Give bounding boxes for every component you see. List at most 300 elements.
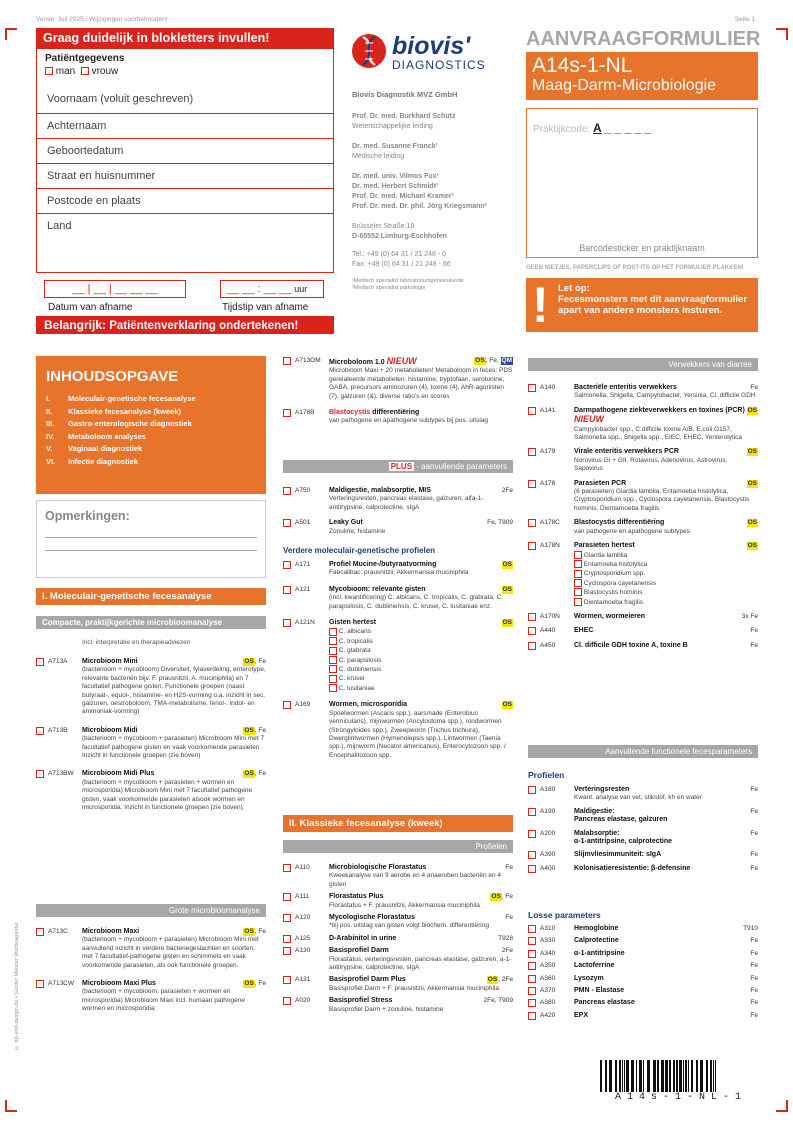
sub-checkbox[interactable] bbox=[329, 675, 337, 683]
test-title: Microbiologische Florastatus bbox=[329, 864, 427, 871]
side-note: © dp-und-design.de • Günter Meister Werbeagentur bbox=[14, 922, 20, 1050]
test-code: A713C bbox=[48, 928, 68, 935]
test-checkbox[interactable] bbox=[528, 975, 536, 983]
test-checkbox[interactable] bbox=[283, 487, 291, 495]
test-checkbox[interactable] bbox=[528, 865, 536, 873]
test-checkbox[interactable] bbox=[283, 619, 291, 627]
date-input[interactable]: __ | __ | __ __ __ bbox=[44, 280, 186, 298]
test-title: Blastocystis differentiëring bbox=[329, 409, 420, 417]
test-tags bbox=[502, 701, 513, 709]
test-tags: Fe bbox=[750, 641, 758, 649]
os-badge: OS bbox=[244, 980, 254, 988]
test-tags bbox=[502, 619, 513, 627]
test-description: (6 parasieten) Giardia lamblia, Entamoeba histolytica, Cryptosporidium spp., Cyclospora cayetanensis, Blastocystis hominis, Dientamoeba fragilis bbox=[574, 488, 750, 512]
barcode-bar bbox=[622, 1060, 623, 1092]
test-item[interactable] bbox=[528, 1012, 758, 1020]
test-description: van pathogene en apathogene subtypes bij pos. uitslag bbox=[329, 417, 489, 425]
os-badge: OS bbox=[747, 406, 757, 414]
test-title: EPX bbox=[574, 1011, 589, 1019]
barcode-bar bbox=[631, 1060, 634, 1092]
toc-item: II. Klassieke fecesanalyse (kweek) bbox=[46, 406, 181, 416]
barcode-bar bbox=[669, 1060, 671, 1092]
barcode-bar bbox=[665, 1060, 668, 1092]
barcode-label: Barcodesticker en praktijknaam bbox=[579, 243, 705, 253]
test-checkbox[interactable] bbox=[528, 519, 536, 527]
barcode-bar bbox=[715, 1060, 716, 1092]
test-title: Bacteriële enteritis verwekkers bbox=[574, 384, 677, 391]
test-item[interactable] bbox=[528, 865, 758, 873]
test-title: Profiel Mucine-/butyraatvorming bbox=[329, 561, 437, 568]
barcode-bar bbox=[661, 1060, 664, 1092]
test-description: (bacterioom + mycobioom + parasieten) Microbioom Mini met 7 facultatief pathogene gisten en vaak voorkomende parasieten. Inzicht in functionele groepen (zie boven) bbox=[82, 735, 265, 760]
test-item[interactable] bbox=[283, 997, 513, 1014]
sub-option[interactable]: Entamoeba histolytica bbox=[574, 560, 758, 569]
test-item[interactable] bbox=[528, 519, 758, 536]
postcode-field[interactable]: Postcode en plaats bbox=[37, 189, 333, 214]
os-badge: OS bbox=[244, 928, 254, 935]
test-tags: Fe bbox=[750, 949, 758, 957]
test-title: Blastocystis differentiëring bbox=[574, 519, 665, 527]
barcode-bar bbox=[605, 1060, 607, 1092]
test-item[interactable] bbox=[528, 448, 758, 473]
test-code: A120 bbox=[295, 914, 311, 922]
sub-option[interactable]: C. tropicalis bbox=[329, 637, 513, 646]
test-item[interactable] bbox=[283, 519, 513, 536]
footnote: ¹Medisch specialist laboratoriumgeneeskunde bbox=[352, 278, 464, 284]
test-checkbox[interactable] bbox=[283, 947, 291, 955]
test-tags: Fe bbox=[750, 627, 758, 635]
time-input[interactable] bbox=[220, 280, 324, 298]
note-box bbox=[526, 278, 758, 332]
test-title: Lysozym bbox=[574, 974, 604, 982]
test-code: A360 bbox=[540, 974, 556, 982]
diarrhea-band: Verwekkers van diarree bbox=[528, 358, 758, 371]
test-code: A713B bbox=[48, 726, 68, 734]
test-description: Verteringsresten, pancreas elastase, galzuren, alfa-1-antitrypsine, calprotectine, sIgA bbox=[329, 495, 484, 511]
incl-note: Incl. interpretatie en therapieadviezen bbox=[82, 639, 191, 646]
test-description: Zonuline, histamine bbox=[329, 527, 386, 535]
test-title: Microbioom Maxi Plus bbox=[82, 980, 156, 988]
test-item[interactable] bbox=[528, 950, 758, 958]
test-checkbox[interactable] bbox=[528, 627, 536, 635]
test-tags: Fe bbox=[750, 807, 758, 815]
test-item[interactable] bbox=[528, 542, 758, 607]
logo-text: biovis' bbox=[392, 32, 471, 60]
test-description: Kwant. analyse van vet, stikstof, kh en water bbox=[574, 794, 702, 802]
sub-checkbox[interactable] bbox=[574, 579, 582, 587]
version-note: Versie: Juli 2025 / Wijzigingen voorbehouden! bbox=[36, 16, 168, 23]
sub-checkbox[interactable] bbox=[329, 665, 337, 673]
test-title: PMN - Elastase bbox=[574, 987, 625, 995]
test-item[interactable] bbox=[36, 658, 266, 717]
test-item[interactable] bbox=[283, 487, 513, 512]
test-item[interactable] bbox=[528, 384, 758, 401]
sub-option[interactable]: C. lusitaniae bbox=[329, 684, 513, 693]
test-checkbox[interactable] bbox=[528, 987, 536, 995]
sub-option[interactable]: C. krusei bbox=[329, 674, 513, 683]
test-tags: Fe bbox=[750, 864, 758, 872]
test-tags bbox=[747, 407, 758, 415]
test-tags: Fe bbox=[750, 937, 758, 945]
test-item[interactable] bbox=[528, 830, 758, 847]
test-item[interactable] bbox=[36, 770, 266, 812]
test-description: (bacterioom + mycobioom, parasieten + wormen en microsporidia) Microbioom Maxi incl. humaan pathogene wormen en microsporidia bbox=[82, 988, 245, 1013]
test-description: Microbioom Maxi + 20 metabolieten! Metaboloom in feces: PDS gerelateerde metabolieten: histamine, tryptofaan, serotonine, GABA, precursors aminozuren (4), toxine (4), AhR-agonisten (7), galzuren (&), diverse ratio's en scores bbox=[329, 367, 513, 400]
sub-checkbox[interactable] bbox=[574, 598, 582, 606]
test-item[interactable] bbox=[283, 701, 513, 760]
os-badge: OS bbox=[747, 542, 757, 550]
test-tags bbox=[747, 519, 758, 527]
firstname-field[interactable]: Voornaam (voluit geschreven) bbox=[37, 89, 333, 114]
test-item[interactable] bbox=[283, 864, 513, 889]
test-checkbox[interactable] bbox=[528, 613, 536, 621]
test-title: Kolonisatieresistentie: β-defensine bbox=[574, 864, 691, 872]
barcode-sticker-box[interactable] bbox=[526, 108, 758, 258]
test-description: Florastatus + F. prausnitzii, Akkermansia muciniphila bbox=[329, 901, 480, 909]
test-checkbox[interactable] bbox=[528, 384, 536, 392]
praktijkcode-mask: _ _ _ _ _ bbox=[604, 121, 652, 135]
new-badge: NIEUW bbox=[386, 356, 417, 366]
test-title: Lactoferrine bbox=[574, 962, 615, 970]
barcode-bar bbox=[657, 1060, 659, 1092]
qm-badge: QM bbox=[501, 357, 512, 364]
test-item[interactable] bbox=[283, 409, 513, 426]
sub-checkbox[interactable] bbox=[329, 684, 337, 692]
test-checkbox[interactable] bbox=[283, 519, 291, 527]
barcode-bar bbox=[609, 1060, 612, 1092]
barcode-bar bbox=[713, 1060, 714, 1092]
sub-option[interactable]: Dientamoeba fragilis bbox=[574, 598, 758, 607]
test-checkbox[interactable] bbox=[283, 586, 291, 594]
test-tags: Fe bbox=[750, 962, 758, 970]
test-code: A180 bbox=[540, 786, 556, 793]
os-badge: OS bbox=[502, 619, 512, 627]
test-checkbox[interactable] bbox=[283, 976, 291, 984]
birthdate-field[interactable]: Geboortedatum bbox=[37, 139, 333, 164]
sub-checkbox[interactable] bbox=[329, 628, 337, 636]
form-code-box bbox=[526, 52, 758, 100]
test-description: Campylobacter spp., C.difficile toxine A/B, E.coli O157, Salmonella spp., Shigella spp., EIEC, EHEC, Yenterolytica bbox=[574, 425, 743, 442]
time-label: Tijdstip van afname bbox=[222, 302, 309, 313]
sub-checkbox[interactable] bbox=[574, 560, 582, 568]
test-checkbox[interactable] bbox=[283, 561, 291, 569]
test-tags bbox=[747, 448, 758, 456]
test-tags bbox=[502, 586, 513, 594]
gender-vrouw-checkbox[interactable] bbox=[81, 67, 89, 75]
test-item[interactable] bbox=[528, 962, 758, 970]
test-checkbox[interactable] bbox=[528, 786, 536, 794]
test-code: A350 bbox=[540, 962, 556, 970]
barcode-bar bbox=[679, 1060, 682, 1092]
street-field[interactable]: Straat en huisnummer bbox=[37, 164, 333, 189]
test-title: Virale enteritis verwekkers PCR bbox=[574, 448, 679, 456]
barcode bbox=[598, 1060, 758, 1092]
test-title: Slijmvliesimmuniteit: sIgA bbox=[574, 851, 662, 859]
section1-title: I. Moleculair-genetische fecesanalyse bbox=[36, 588, 266, 605]
test-tags bbox=[747, 480, 758, 488]
test-title: Pancreas elastase bbox=[574, 999, 635, 1007]
test-title: Hemoglobine bbox=[574, 925, 619, 932]
test-description: (bacterioom + mycobioom) Diversiteit, fylaverdeling, enterotype, relevante bacteriën bijv. F. prausnitzii, A. muciniphila) en 7 facultatief pathogene gisten. Functionele groepen (naast butyraat-, equol-, histamine- en H2S-vorming o.a. inzicht in sec. galzuren, oestroboloom, TMA-metabolisme, fenol-, indol- en ammoniak-vorming) bbox=[82, 666, 266, 716]
test-tags: OS, Fe bbox=[244, 726, 266, 734]
barcode-bar bbox=[619, 1060, 621, 1092]
os-badge: OS bbox=[487, 976, 498, 984]
test-title: Microbioom Mini bbox=[82, 658, 138, 665]
test-item[interactable] bbox=[283, 976, 513, 993]
date-label: Datum van afname bbox=[48, 302, 133, 313]
test-checkbox[interactable] bbox=[528, 407, 536, 415]
os-badge: OS bbox=[475, 357, 485, 364]
barcode-bar bbox=[696, 1060, 698, 1092]
sub-option[interactable]: Cryptosporidium spp. bbox=[574, 569, 758, 578]
page-number: Seite 1 bbox=[734, 16, 755, 23]
test-code: A380 bbox=[540, 999, 556, 1007]
test-title: Parasieten hertest bbox=[574, 542, 635, 550]
test-checkbox[interactable] bbox=[528, 999, 536, 1007]
test-item[interactable] bbox=[528, 613, 758, 621]
test-item[interactable] bbox=[528, 937, 758, 945]
test-item[interactable] bbox=[283, 914, 513, 931]
grote-band: Grote microbioomanalyse bbox=[36, 904, 266, 917]
test-checkbox[interactable] bbox=[528, 642, 536, 650]
address-city: D-65552 Limburg-Eschhofen bbox=[352, 233, 447, 240]
test-item[interactable] bbox=[283, 947, 513, 972]
form-subtitle: Maag-Darm-Microbiologie bbox=[532, 77, 717, 94]
barcode-bar bbox=[691, 1060, 693, 1092]
test-title: Leaky Gut bbox=[329, 519, 363, 527]
sub-option[interactable]: C. albicans bbox=[329, 627, 513, 636]
staff-name: Dr. med. Susanne Franck¹ bbox=[352, 143, 438, 150]
sub-checkbox[interactable] bbox=[329, 647, 337, 655]
test-title: Parasieten PCR bbox=[574, 479, 627, 487]
test-title: Verteringsresten bbox=[574, 786, 630, 793]
test-code: A130 bbox=[295, 947, 311, 955]
test-description: *bij pos. uitslag van gisten volgt biochem. differentiëring bbox=[329, 922, 489, 930]
country-field[interactable]: Land bbox=[47, 220, 72, 232]
remarks-box[interactable] bbox=[36, 500, 266, 578]
test-title: Calprotectine bbox=[574, 937, 619, 945]
sub-option[interactable]: C. glabrata bbox=[329, 646, 513, 655]
test-item[interactable] bbox=[528, 925, 758, 933]
further-profiles-title: Verdere moleculair-genetische profielen bbox=[283, 546, 436, 555]
os-badge: OS bbox=[747, 448, 757, 456]
test-checkbox[interactable] bbox=[528, 480, 536, 488]
test-title: Florastatus Plus bbox=[329, 893, 384, 901]
phone: Tel.: +49 (0) 64 31 / 21 248 - 0 bbox=[352, 251, 446, 258]
test-tags: OS, 2Fe bbox=[487, 976, 513, 984]
time-unit: uur bbox=[294, 284, 308, 294]
test-item[interactable] bbox=[36, 980, 266, 1014]
test-checkbox[interactable] bbox=[528, 950, 536, 958]
test-tags: T910 bbox=[743, 925, 758, 932]
test-tags: 3x Fe bbox=[741, 612, 758, 620]
test-description: van pathogene en apathogene subtypes bbox=[574, 527, 691, 535]
test-item[interactable] bbox=[283, 586, 513, 611]
test-title: α-1-antitripsine bbox=[574, 949, 625, 957]
test-checkbox[interactable] bbox=[283, 701, 291, 709]
test-checkbox[interactable] bbox=[528, 808, 536, 816]
form-code: A14s-1-NL bbox=[532, 54, 633, 77]
os-badge: OS bbox=[747, 479, 757, 487]
test-item[interactable] bbox=[528, 407, 758, 443]
test-checkbox[interactable] bbox=[528, 542, 536, 550]
test-tags bbox=[747, 542, 758, 550]
test-checkbox[interactable] bbox=[283, 864, 291, 872]
test-checkbox[interactable] bbox=[283, 935, 291, 943]
test-tags: Fe bbox=[750, 384, 758, 391]
test-item[interactable] bbox=[283, 935, 513, 943]
doctor-name: Prof. Dr. med. Dr. phil. Jörg Kriegsmann² bbox=[352, 203, 487, 210]
test-code: A370 bbox=[540, 987, 556, 995]
test-title-2: Pancreas elastase, galzuren bbox=[574, 816, 668, 824]
test-checkbox[interactable] bbox=[283, 997, 291, 1005]
barcode-bar bbox=[626, 1060, 629, 1092]
gender-man-label: man bbox=[55, 66, 76, 77]
barcode-bar bbox=[676, 1060, 678, 1092]
test-tags: Fe bbox=[750, 999, 758, 1007]
test-code: A713BW bbox=[48, 770, 74, 778]
test-code: A440 bbox=[540, 627, 556, 635]
test-item[interactable] bbox=[528, 480, 758, 514]
test-item[interactable] bbox=[283, 357, 513, 401]
test-item[interactable] bbox=[283, 619, 513, 693]
test-checkbox[interactable] bbox=[283, 409, 291, 417]
barcode-bar bbox=[636, 1060, 637, 1092]
test-item[interactable] bbox=[528, 987, 758, 995]
test-checkbox[interactable] bbox=[283, 893, 291, 901]
gender-man-checkbox[interactable] bbox=[45, 67, 53, 75]
test-code: A121N bbox=[295, 619, 315, 627]
test-tags: Fe bbox=[750, 974, 758, 982]
gender-vrouw-label: vrouw bbox=[91, 66, 119, 77]
test-title: Microboloom 1.0 NIEUW bbox=[329, 356, 417, 366]
barcode-bar bbox=[615, 1060, 617, 1092]
test-item[interactable] bbox=[36, 727, 266, 761]
note-text bbox=[558, 283, 748, 316]
test-tags: Fe bbox=[750, 786, 758, 793]
sub-option[interactable]: C. dubliniensis bbox=[329, 665, 513, 674]
test-code: A178 bbox=[540, 479, 556, 487]
test-checkbox[interactable] bbox=[528, 830, 536, 838]
staff-role: Wetenschappelijke leiding bbox=[352, 123, 433, 130]
test-item[interactable] bbox=[283, 893, 513, 910]
test-item[interactable] bbox=[528, 786, 758, 803]
test-checkbox[interactable] bbox=[36, 980, 44, 988]
test-checkbox[interactable] bbox=[528, 937, 536, 945]
test-checkbox[interactable] bbox=[283, 914, 291, 922]
note-title: Let op: bbox=[558, 283, 590, 294]
sub-checkbox[interactable] bbox=[329, 656, 337, 664]
test-checkbox[interactable] bbox=[36, 770, 44, 778]
test-code: A140 bbox=[540, 384, 556, 391]
barcode-bar bbox=[685, 1060, 687, 1092]
test-title: Basisprofiel Stress bbox=[329, 997, 393, 1005]
barcode-bar bbox=[639, 1060, 642, 1092]
test-tags: OS, Fe, QM bbox=[475, 357, 512, 364]
sub-option[interactable]: Blastocystis hominis bbox=[574, 588, 758, 597]
profielen-subhead: Profielen bbox=[528, 770, 565, 780]
test-tags: Fe bbox=[750, 829, 758, 837]
toc-item: VI. Infectie diagnostiek bbox=[46, 456, 139, 466]
test-tags: Fe, T909 bbox=[487, 519, 513, 527]
profielen-band: Profielen bbox=[283, 840, 513, 853]
sub-option[interactable]: C. parapsilosis bbox=[329, 656, 513, 665]
staff-role: Medische leiding bbox=[352, 153, 405, 160]
test-item[interactable] bbox=[283, 561, 513, 578]
test-item[interactable] bbox=[528, 808, 758, 825]
barcode-bar bbox=[600, 1060, 602, 1092]
test-code: A750 bbox=[295, 487, 311, 494]
test-description: Faecalibac. prausnitzii, Akkermansia muciniphila bbox=[329, 569, 469, 577]
test-tags: Fe bbox=[750, 851, 758, 859]
footnote: ²Medisch specialist pathologie bbox=[352, 285, 426, 291]
crop-mark bbox=[5, 1100, 7, 1112]
os-badge: OS bbox=[244, 770, 254, 778]
logo-subtext: DIAGNOSTICS bbox=[392, 58, 486, 72]
test-tags: 2Fe bbox=[501, 947, 513, 955]
sub-option[interactable]: Cyclospora cayetanensis bbox=[574, 579, 758, 588]
test-checkbox[interactable] bbox=[528, 1012, 536, 1020]
test-checkbox[interactable] bbox=[36, 658, 44, 666]
praktijkcode-field[interactable] bbox=[533, 121, 651, 135]
test-title: Darmpathogene ziekteverwekkers en toxines (PCR) NIEUW bbox=[574, 406, 745, 425]
note-body: Fecesmonsters met dit aanvraagformulier apart van andere monsters insturen. bbox=[558, 294, 748, 316]
test-checkbox[interactable] bbox=[528, 448, 536, 456]
doctor-name: Dr. med. univ. Vilmos Fux¹ bbox=[352, 173, 439, 180]
test-code: A111 bbox=[295, 893, 310, 901]
test-code: A178B bbox=[295, 409, 315, 417]
losse-subhead: Losse parameters bbox=[528, 910, 601, 920]
test-item[interactable] bbox=[528, 627, 758, 635]
toc-item: I. Moleculair-genetische fecesanalyse bbox=[46, 394, 196, 403]
test-checkbox[interactable] bbox=[36, 928, 44, 936]
sub-checkbox[interactable] bbox=[574, 551, 582, 559]
exclamation-icon: ! bbox=[532, 277, 549, 333]
test-title: EHEC bbox=[574, 627, 594, 635]
test-checkbox[interactable] bbox=[528, 925, 536, 933]
os-badge: OS bbox=[502, 585, 512, 593]
test-checkbox[interactable] bbox=[528, 962, 536, 970]
lastname-field[interactable]: Achternaam bbox=[37, 114, 333, 139]
os-badge: OS bbox=[244, 658, 254, 665]
os-badge: OS bbox=[502, 701, 512, 709]
test-code: A200 bbox=[540, 829, 556, 837]
test-item[interactable] bbox=[528, 642, 758, 650]
barcode-text: A 1 4 s - 1 - N L - 1 bbox=[614, 1092, 742, 1103]
test-code: A450 bbox=[540, 641, 556, 649]
test-checkbox[interactable] bbox=[528, 851, 536, 859]
sub-checkbox[interactable] bbox=[574, 588, 582, 596]
sub-option[interactable]: Giardia lamblia bbox=[574, 551, 758, 560]
praktijkcode-label: Praktijkcode: bbox=[533, 124, 591, 135]
sub-checkbox[interactable] bbox=[329, 637, 337, 645]
test-title: Microbioom Midi bbox=[82, 726, 138, 734]
test-title: Wormen, microsporidia bbox=[329, 701, 408, 709]
test-checkbox[interactable] bbox=[36, 727, 44, 735]
sub-checkbox[interactable] bbox=[574, 570, 582, 578]
test-item[interactable] bbox=[36, 928, 266, 970]
test-title: Mycologische Florastatus bbox=[329, 914, 415, 922]
test-item[interactable] bbox=[528, 851, 758, 859]
os-badge: OS bbox=[491, 893, 501, 901]
test-item[interactable] bbox=[528, 975, 758, 983]
test-tags: Fe bbox=[750, 1011, 758, 1019]
patient-box bbox=[36, 28, 334, 273]
test-code: A020 bbox=[295, 997, 311, 1005]
test-checkbox[interactable] bbox=[283, 357, 291, 365]
test-item[interactable] bbox=[528, 999, 758, 1007]
test-title: Microbioom Midi Plus bbox=[82, 770, 155, 778]
